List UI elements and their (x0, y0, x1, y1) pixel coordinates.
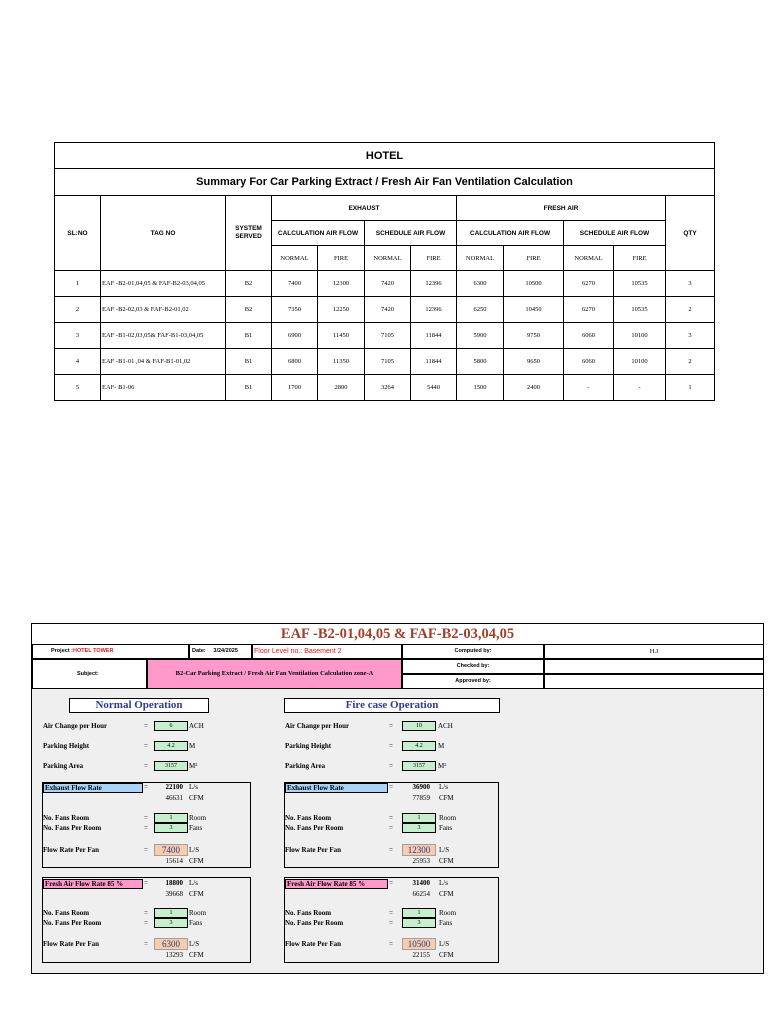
fresh-cfm-value: 66254 (412, 890, 430, 898)
height-input[interactable]: 4.2 (154, 741, 188, 751)
ls-unit: L/s (189, 879, 198, 887)
fans-per-room-label: No. Fans Per Room (43, 919, 102, 927)
equals-sign: = (389, 814, 393, 822)
flow-per-fan-cfm: 13293 (165, 951, 183, 959)
flow-per-fan-result: 6300 (154, 938, 188, 950)
exhaust-calc-fire: 2800 (318, 375, 365, 401)
sheet-title: EAF -B2-01,04,05 & FAF-B2-03,04,05 (32, 624, 763, 645)
fresh-calc-normal: 5800 (457, 349, 504, 375)
fresh-calc-normal: 1500 (457, 375, 504, 401)
header-normal: NORMAL (564, 246, 614, 271)
header-normal: NORMAL (272, 246, 318, 271)
ach-unit: ACH (438, 722, 453, 730)
equals-sign: = (144, 783, 148, 791)
exhaust-calc-normal: 6900 (272, 323, 318, 349)
fresh-sched-normal: 6060 (564, 323, 614, 349)
fresh-calc-fire: 2400 (504, 375, 564, 401)
subject-label: Subject: (77, 671, 99, 677)
fans-per-room-input[interactable]: 3 (154, 823, 188, 833)
fire-fresh-pane (284, 877, 499, 963)
header-fire: FIRE (614, 246, 666, 271)
header-normal: NORMAL (365, 246, 411, 271)
equals-sign: = (144, 846, 148, 854)
project-cell (32, 644, 189, 659)
equals-sign: = (389, 742, 393, 750)
exhaust-sched-normal: 3264 (365, 375, 411, 401)
exhaust-calc-normal: 7350 (272, 297, 318, 323)
table-row (55, 323, 715, 349)
fans-unit: Fans (439, 919, 453, 927)
room-unit: Room (189, 814, 207, 822)
ls-unit: L/s (439, 783, 448, 791)
area-input[interactable]: 3157 (402, 761, 436, 771)
header-exhaust: EXHAUST (272, 196, 457, 221)
ls-unit: L/S (189, 940, 200, 948)
header-exhaust-sched: SCHEDULE AIR FLOW (365, 221, 457, 246)
tag-no-cell: EAF- B1-06 (101, 375, 226, 401)
exhaust-calc-normal: 6800 (272, 349, 318, 375)
fresh-calc-fire: 10450 (504, 297, 564, 323)
flow-per-fan-label: Flow Rate Per Fan (43, 940, 100, 948)
floor-level: Floor Level no.: Basement 2 (254, 648, 342, 655)
computed-value-cell (544, 644, 764, 659)
cfm-unit: CFM (439, 951, 454, 959)
project-value: HOTEL TOWER (73, 648, 114, 654)
cfm-unit: CFM (189, 890, 204, 898)
height-unit: M (438, 742, 445, 750)
fresh-calc-fire: 9750 (504, 323, 564, 349)
cfm-unit: CFM (189, 794, 204, 802)
flow-per-fan-label: Flow Rate Per Fan (43, 846, 100, 854)
fresh-calc-normal: 6300 (457, 271, 504, 297)
ach-label: Air Change per Hour (285, 722, 350, 730)
fire-exhaust-pane (284, 782, 499, 868)
fire-operation-title: Fire case Operation (284, 698, 500, 713)
flow-per-fan-result: 12300 (402, 844, 436, 856)
tag-no-cell: EAF -B1-01 ,04 & FAF-B1-01,02 (101, 349, 226, 375)
approved-value-cell (544, 674, 764, 689)
tag-no-cell: EAF -B2-01,04,05 & FAF-B2-03,04,05 (101, 271, 226, 297)
exhaust-calc-fire: 12250 (318, 297, 365, 323)
system-cell: B1 (226, 323, 272, 349)
fresh-sched-fire: - (614, 375, 666, 401)
summary-title: HOTEL (55, 143, 715, 169)
equals-sign: = (144, 909, 148, 917)
fresh-calc-normal: 6250 (457, 297, 504, 323)
equals-sign: = (389, 909, 393, 917)
fans-room-input[interactable]: 1 (402, 813, 436, 823)
sl-no-cell: 2 (55, 297, 101, 323)
exhaust-sched-fire: 11844 (411, 323, 457, 349)
fans-room-label: No. Fans Room (43, 909, 90, 917)
qty-cell: 3 (666, 323, 715, 349)
header-fresh-air: FRESH AIR (457, 196, 666, 221)
exhaust-flow-rate-label: Exhaust Flow Rate (285, 783, 388, 793)
height-label: Parking Height (285, 742, 332, 750)
exhaust-sched-fire: 11844 (411, 349, 457, 375)
tag-no-cell: EAF -B2-02,03 & FAF-B2-01,02 (101, 297, 226, 323)
tag-no-cell: EAF -B1-02,03,05& FAF-B1-03,04,05 (101, 323, 226, 349)
table-row (55, 375, 715, 401)
header-fresh-calc: CALCULATION AIR FLOW (457, 221, 564, 246)
fresh-cfm-value: 39668 (165, 890, 183, 898)
qty-cell: 1 (666, 375, 715, 401)
header-slno: SL:NO (55, 196, 101, 271)
header-tag: TAG NO (101, 196, 226, 271)
exhaust-sched-normal: 7420 (365, 297, 411, 323)
equals-sign: = (389, 762, 393, 770)
equals-sign: = (144, 762, 148, 770)
subject-value: B2-Car Parking Extract / Fresh Air Fan Ventilation Calculation zone-A (175, 670, 374, 677)
room-unit: Room (439, 909, 457, 917)
fresh-sched-fire: 10535 (614, 271, 666, 297)
equals-sign: = (389, 783, 393, 791)
fans-room-input[interactable]: 1 (154, 813, 188, 823)
approved-label: Approved by: (455, 678, 491, 684)
exhaust-calc-fire: 11450 (318, 323, 365, 349)
exhaust-sched-normal: 7105 (365, 323, 411, 349)
sl-no-cell: 1 (55, 271, 101, 297)
header-exhaust-calc: CALCULATION AIR FLOW (272, 221, 365, 246)
system-cell: B1 (226, 375, 272, 401)
fans-unit: Fans (189, 824, 203, 832)
fresh-sched-normal: 6270 (564, 297, 614, 323)
fans-per-room-input[interactable]: 3 (154, 918, 188, 928)
flow-per-fan-result: 7400 (154, 844, 188, 856)
fans-room-input[interactable]: 1 (154, 908, 188, 918)
fans-per-room-label: No. Fans Per Room (285, 824, 344, 832)
exhaust-sched-fire: 12396 (411, 271, 457, 297)
system-cell: B2 (226, 297, 272, 323)
room-unit: Room (439, 814, 457, 822)
ach-label: Air Change per Hour (43, 722, 108, 730)
project-label: Project : (51, 648, 74, 654)
date-cell (189, 644, 252, 659)
equals-sign: = (144, 879, 148, 887)
header-qty: QTY (666, 196, 715, 271)
cfm-unit: CFM (189, 951, 204, 959)
area-unit: M² (189, 762, 198, 770)
fans-room-input[interactable]: 1 (402, 908, 436, 918)
fresh-sched-normal: - (564, 375, 614, 401)
header-fire: FIRE (504, 246, 564, 271)
fresh-sched-fire: 10100 (614, 323, 666, 349)
flow-per-fan-cfm: 15614 (165, 857, 183, 865)
sl-no-cell: 4 (55, 349, 101, 375)
header-fire: FIRE (318, 246, 365, 271)
system-cell: B1 (226, 349, 272, 375)
checked-label: Checked by: (456, 663, 490, 669)
height-input[interactable]: 4.2 (402, 741, 436, 751)
ls-unit: L/s (439, 879, 448, 887)
flow-per-fan-cfm: 22155 (412, 951, 430, 959)
ach-input[interactable]: 6 (154, 721, 188, 731)
area-label: Parking Area (43, 762, 84, 770)
fans-per-room-input[interactable]: 3 (402, 918, 436, 928)
fresh-air-flow-label: Fresh Air Flow Rate 85 % (285, 879, 388, 889)
flow-per-fan-label: Flow Rate Per Fan (285, 846, 342, 854)
ach-unit: ACH (189, 722, 204, 730)
normal-fresh-pane (42, 877, 251, 963)
ach-input[interactable]: 10 (402, 721, 436, 731)
equals-sign: = (389, 879, 393, 887)
fans-per-room-label: No. Fans Per Room (43, 824, 102, 832)
fans-per-room-input[interactable]: 3 (402, 823, 436, 833)
fans-unit: Fans (439, 824, 453, 832)
cfm-unit: CFM (189, 857, 204, 865)
exhaust-sched-normal: 7105 (365, 349, 411, 375)
exhaust-cfm-value: 77859 (412, 794, 430, 802)
fresh-ls-value: 31400 (412, 879, 430, 887)
fresh-air-flow-label: Fresh Air Flow Rate 85 % (43, 879, 143, 889)
exhaust-ls-value: 36900 (412, 783, 430, 791)
sl-no-cell: 3 (55, 323, 101, 349)
floor-cell (252, 644, 402, 659)
calculation-sheet (31, 623, 764, 974)
area-unit: M² (438, 762, 447, 770)
summary-subtitle: Summary For Car Parking Extract / Fresh Air Fan Ventilation Calculation (55, 169, 715, 196)
fans-room-label: No. Fans Room (285, 814, 332, 822)
fresh-sched-normal: 6060 (564, 349, 614, 375)
subject-value-cell (147, 659, 402, 689)
equals-sign: = (144, 814, 148, 822)
exhaust-calc-fire: 11350 (318, 349, 365, 375)
fresh-calc-fire: 9650 (504, 349, 564, 375)
checked-value-cell (544, 659, 764, 674)
table-row (55, 349, 715, 375)
flow-per-fan-cfm: 25953 (412, 857, 430, 865)
qty-cell: 2 (666, 349, 715, 375)
qty-cell: 3 (666, 271, 715, 297)
exhaust-calc-normal: 1700 (272, 375, 318, 401)
table-row (55, 271, 715, 297)
area-label: Parking Area (285, 762, 326, 770)
ls-unit: L/S (189, 846, 200, 854)
equals-sign: = (144, 742, 148, 750)
header-system: SYSTEM SERVED (226, 196, 272, 271)
exhaust-sched-fire: 12396 (411, 297, 457, 323)
date-label: Date: (192, 648, 206, 654)
fans-per-room-label: No. Fans Per Room (285, 919, 344, 927)
area-input[interactable]: 3157 (154, 761, 188, 771)
exhaust-cfm-value: 46631 (165, 794, 183, 802)
summary-table (54, 142, 715, 401)
equals-sign: = (389, 722, 393, 730)
exhaust-calc-normal: 7400 (272, 271, 318, 297)
table-row (55, 297, 715, 323)
cfm-unit: CFM (439, 890, 454, 898)
cfm-unit: CFM (439, 857, 454, 865)
fresh-calc-fire: 10500 (504, 271, 564, 297)
computed-value: H.I (649, 648, 659, 655)
qty-cell: 2 (666, 297, 715, 323)
flow-per-fan-label: Flow Rate Per Fan (285, 940, 342, 948)
normal-operation-title: Normal Operation (69, 698, 209, 713)
room-unit: Room (189, 909, 207, 917)
ls-unit: L/s (189, 783, 198, 791)
height-label: Parking Height (43, 742, 90, 750)
ls-unit: L/S (439, 940, 450, 948)
exhaust-sched-fire: 5440 (411, 375, 457, 401)
exhaust-ls-value: 22100 (165, 783, 183, 791)
system-cell: B2 (226, 271, 272, 297)
checked-label-cell (402, 659, 544, 674)
cfm-unit: CFM (439, 794, 454, 802)
fresh-sched-normal: 6270 (564, 271, 614, 297)
exhaust-flow-rate-label: Exhaust Flow Rate (43, 783, 143, 793)
height-unit: M (189, 742, 196, 750)
computed-label-cell (402, 644, 544, 659)
header-normal: NORMAL (457, 246, 504, 271)
header-fresh-sched: SCHEDULE AIR FLOW (564, 221, 666, 246)
equals-sign: = (389, 919, 393, 927)
flow-per-fan-result: 10500 (402, 938, 436, 950)
equals-sign: = (389, 846, 393, 854)
computed-label: Computed by: (454, 648, 492, 654)
ls-unit: L/S (439, 846, 450, 854)
fresh-sched-fire: 10535 (614, 297, 666, 323)
fans-unit: Fans (189, 919, 203, 927)
equals-sign: = (389, 824, 393, 832)
approved-label-cell (402, 674, 544, 689)
date-value: 3/24/2025 (213, 648, 238, 654)
header-fire: FIRE (411, 246, 457, 271)
fresh-calc-normal: 5900 (457, 323, 504, 349)
fresh-sched-fire: 10100 (614, 349, 666, 375)
fresh-ls-value: 18800 (165, 879, 183, 887)
equals-sign: = (144, 722, 148, 730)
exhaust-sched-normal: 7420 (365, 271, 411, 297)
sl-no-cell: 5 (55, 375, 101, 401)
equals-sign: = (389, 940, 393, 948)
fans-room-label: No. Fans Room (285, 909, 332, 917)
equals-sign: = (144, 919, 148, 927)
fans-room-label: No. Fans Room (43, 814, 90, 822)
subject-label-cell (32, 659, 147, 689)
equals-sign: = (144, 824, 148, 832)
normal-exhaust-pane (42, 782, 251, 868)
exhaust-calc-fire: 12300 (318, 271, 365, 297)
equals-sign: = (144, 940, 148, 948)
